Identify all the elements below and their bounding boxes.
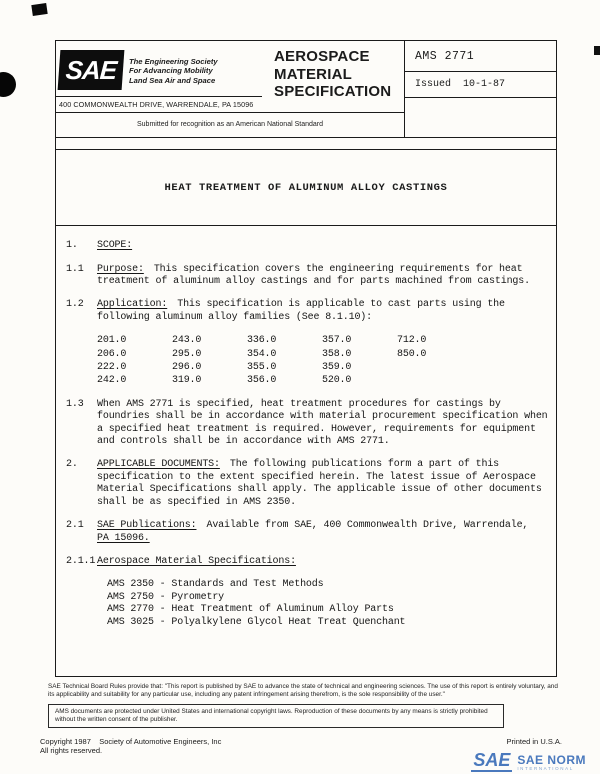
- header-top-row: [56, 41, 404, 113]
- alloy-cell: 850.0: [397, 348, 427, 360]
- section-number: 2.1: [66, 520, 84, 532]
- alloy-cell: 358.0: [322, 348, 352, 360]
- alloy-cell: 336.0: [247, 335, 277, 347]
- sae-norm-logo-icon: SAE: [473, 750, 511, 770]
- section-text: The following publications form a part of this specification to the extent specified herein. The latest issue of Aerospace Material Specifications shall apply. The applicable issue of other documents shall be as specified in AMS 2350.: [97, 459, 542, 508]
- document-header: [56, 41, 556, 138]
- page-footer: [0, 683, 600, 756]
- logo-row: [56, 41, 262, 96]
- tagline-line-3: Land Sea Air and Space: [129, 75, 216, 85]
- section-2-1-1-aerospace-material-specifications: [66, 556, 556, 568]
- list-item: AMS 2350 - Standards and Test Methods: [107, 579, 324, 591]
- header-right-column: [404, 41, 556, 137]
- section-text: Available from SAE, 400 Commonwealth Drive, Warrendale,: [206, 520, 529, 532]
- alloy-cell: 356.0: [247, 375, 277, 387]
- watermark-subtitle: INTERNATIONAL: [517, 766, 574, 771]
- issued-date: 10-1-87: [463, 79, 506, 90]
- copyright-protection-notice: AMS documents are protected under United States and international copyright laws. Reproduction of these documents by any means is strictly prohibited without the written consent of the publisher.: [48, 704, 504, 728]
- title-band: [56, 150, 556, 226]
- section-number: 1.: [66, 240, 78, 252]
- doc-type-line-1: AEROSPACE: [274, 48, 370, 65]
- list-item: AMS 2770 - Heat Treatment of Aluminum Alloy Parts: [107, 604, 394, 616]
- section-text: When AMS 2771 is specified, heat treatment procedures for castings by foundries shall be in accordance with material procurement specification when a specified heat treatment is required. However, requirements for equipment and controls shall be in accordance with AMS 2771.: [97, 398, 548, 448]
- doc-type-line-2: MATERIAL: [274, 65, 352, 83]
- section-heading: APPLICABLE DOCUMENTS:: [97, 459, 220, 471]
- section-heading: Application:: [97, 299, 168, 311]
- section-2-applicable-documents: [66, 459, 556, 509]
- alloy-cell: 357.0: [322, 335, 352, 347]
- header-main: [56, 41, 404, 137]
- content-frame: [55, 40, 557, 677]
- list-item: AMS 3025 - Polyalkylene Glycol Heat Treat Quenchant: [107, 616, 406, 628]
- submitted-note: Submitted for recognition as an American National Standard: [137, 121, 323, 129]
- alloy-cell: 296.0: [172, 362, 202, 374]
- document-type-heading: [262, 41, 404, 112]
- rights-reserved-line: All rights reserved.: [40, 746, 103, 756]
- punch-hole: [0, 72, 16, 97]
- section-number: 1.1: [66, 263, 84, 275]
- tagline-line-2: For Advancing Mobility: [129, 66, 213, 76]
- section-heading: Aerospace Material Specifications:: [97, 555, 296, 567]
- section-1-2-application: [66, 299, 556, 324]
- document-number: AMS 2771: [405, 41, 556, 72]
- section-heading: SCOPE:: [97, 240, 133, 252]
- ams-publication-list: [66, 579, 556, 629]
- issued-label: Issued: [415, 79, 452, 90]
- alloy-cell: 201.0: [97, 335, 127, 347]
- sae-address: 400 COMMONWEALTH DRIVE, WARRENDALE, PA 15096: [56, 96, 262, 112]
- alloy-cell: 206.0: [97, 348, 127, 360]
- issued-cell: [405, 72, 556, 98]
- section-heading: SAE Publications:: [97, 520, 197, 532]
- alloy-cell: 354.0: [247, 348, 277, 360]
- sae-logo: [58, 50, 125, 90]
- doc-type-line-3: SPECIFICATION: [274, 83, 392, 100]
- alloy-cell: 359.0: [322, 362, 352, 374]
- section-number: 1.3: [66, 398, 84, 410]
- sae-logo-text: SAE: [64, 54, 118, 85]
- watermark-title: SAE NORM: [517, 753, 586, 767]
- section-1-1-purpose: [66, 264, 556, 289]
- technical-board-rules-note: SAE Technical Board Rules provide that: "This report is published by SAE to advance the state of technical and engineering sciences. The use of this report is entirely voluntary, and its applicability and suitability for any particular use, including any patent infringement arising therefrom, is the sole responsibility of the user.": [48, 683, 558, 698]
- section-text: This specification is applicable to cast parts using the following aluminum alloy families (See 8.1.10):: [97, 299, 505, 323]
- alloy-cell: 712.0: [397, 335, 427, 347]
- sae-tagline: [129, 50, 218, 90]
- section-heading: Purpose:: [97, 263, 144, 275]
- section-number: 2.1.1: [66, 555, 96, 567]
- header-left-column: [56, 41, 262, 112]
- alloy-cell: [397, 362, 472, 374]
- alloy-cell: 355.0: [247, 362, 277, 374]
- section-number: 1.2: [66, 299, 84, 311]
- alloy-cell: [397, 375, 472, 387]
- section-text: This specification covers the engineering requirements for heat treatment of aluminum alloy castings and for parts machined from castings.: [97, 263, 530, 288]
- printed-in-usa: Printed in U.S.A.: [506, 736, 562, 746]
- alloy-cell: 319.0: [172, 375, 202, 387]
- horizontal-rule-top: [56, 138, 556, 150]
- list-item: AMS 2750 - Pyrometry: [107, 591, 225, 603]
- alloy-cell: 242.0: [97, 375, 127, 387]
- section-1-scope-heading: [66, 240, 556, 252]
- header-right-spacer: [405, 98, 556, 137]
- section-1-3: [66, 399, 556, 449]
- alloy-family-table: [97, 335, 556, 388]
- section-number: 2.: [66, 459, 78, 471]
- sae-norm-watermark: [471, 751, 586, 772]
- scan-artifact-top-left: [31, 3, 47, 16]
- copyright-line: Copyright 1987 Society of Automotive Engineers, Inc: [40, 736, 222, 746]
- alloy-cell: 243.0: [172, 335, 202, 347]
- section-text-continued: PA 15096.: [97, 532, 150, 544]
- tagline-line-1: The Engineering Society: [129, 57, 218, 66]
- alloy-cell: 222.0: [97, 362, 127, 374]
- document-body: [56, 226, 556, 629]
- scan-artifact-right-edge: [594, 46, 600, 55]
- watermark-text-block: [517, 754, 586, 772]
- alloy-cell: 520.0: [322, 375, 352, 387]
- document-title: HEAT TREATMENT OF ALUMINUM ALLOY CASTINGS: [164, 181, 448, 194]
- section-2-1-sae-publications: [66, 520, 556, 545]
- copyright-block: [40, 737, 221, 756]
- alloy-cell: 295.0: [172, 348, 202, 360]
